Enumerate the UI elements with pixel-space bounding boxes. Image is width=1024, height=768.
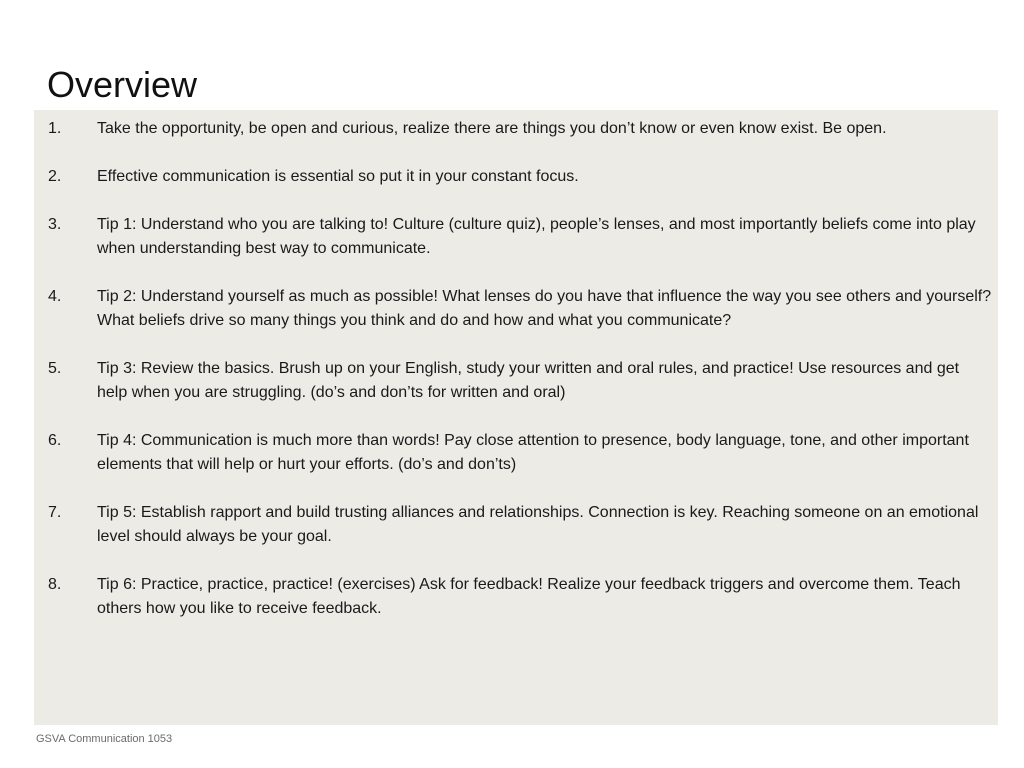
item-number: 3. <box>48 216 62 233</box>
slide-title: Overview <box>47 64 198 105</box>
list-item <box>48 165 993 189</box>
item-number: 8. <box>48 576 62 593</box>
item-text: Tip 6: Practice, practice, practice! (exercises) Ask for feedback! Realize your feedback triggers and overcome them. Teach others how you like to receive feedback. <box>97 576 961 617</box>
slide-footer: GSVA Communication 1053 <box>36 733 173 745</box>
item-text: Tip 4: Communication is much more than words! Pay close attention to presence, body language, tone, and other important elements that will help or hurt your efforts. (do’s and don’ts) <box>97 432 969 473</box>
item-text: Tip 3: Review the basics. Brush up on your English, study your written and oral rules, and practice! Use resources and get help when you are struggling. (do’s and don’ts for written and oral) <box>97 360 960 401</box>
list-item <box>48 573 993 621</box>
item-number: 2. <box>48 168 62 185</box>
list-item <box>48 429 993 477</box>
content-box <box>34 110 998 725</box>
list-item <box>48 501 993 549</box>
item-text: Tip 5: Establish rapport and build trusting alliances and relationships. Connection is key. Reaching someone on an emotional level should always be your goal. <box>97 504 979 545</box>
item-number: 6. <box>48 432 62 449</box>
item-number: 4. <box>48 288 62 305</box>
item-number: 5. <box>48 360 62 377</box>
item-number: 7. <box>48 504 62 521</box>
list-item <box>48 117 993 141</box>
overview-list <box>48 117 993 621</box>
list-item <box>48 357 993 405</box>
item-text: Tip 1: Understand who you are talking to! Culture (culture quiz), people’s lenses, and most importantly beliefs come into play when understanding best way to communicate. <box>97 216 976 257</box>
list-item <box>48 213 993 261</box>
item-number: 1. <box>48 120 62 137</box>
item-text: Effective communication is essential so put it in your constant focus. <box>97 168 579 185</box>
list-item <box>48 285 993 333</box>
item-text: Tip 2: Understand yourself as much as possible! What lenses do you have that influence the way you see others and yourself? What beliefs drive so many things you think and do and how and what you communicate? <box>97 288 992 329</box>
item-text: Take the opportunity, be open and curious, realize there are things you don’t know or even know exist. Be open. <box>97 120 887 137</box>
